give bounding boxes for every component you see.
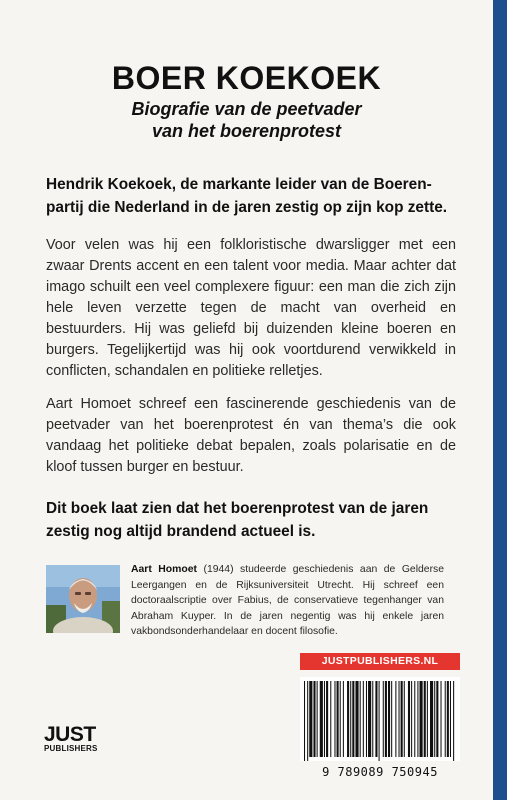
barcode-graphic <box>300 677 460 761</box>
barcode-bar <box>414 681 415 757</box>
barcode-bar <box>363 681 364 757</box>
barcode-bar <box>375 681 377 757</box>
barcode-bar <box>395 681 396 757</box>
barcode-bar <box>383 681 384 757</box>
barcode-bar <box>337 681 339 757</box>
barcode-bar <box>445 681 446 757</box>
barcode-bar <box>441 681 442 757</box>
barcode-bar <box>436 681 438 757</box>
barcode-bar <box>330 681 331 757</box>
barcode-bar <box>434 681 435 757</box>
barcode-bar <box>401 681 403 757</box>
barcode-bar <box>355 681 358 757</box>
closing-statement: Dit boek laat zien dat het boerenprotest van de jaren zestig nog altijd brandend actueel is. <box>46 500 429 540</box>
barcode-bar <box>368 681 371 757</box>
barcode-bar <box>304 681 305 761</box>
barcode-bar <box>420 681 423 757</box>
publisher-logo <box>44 725 104 757</box>
body-paragraph-1: Voor velen was hij een folkloristische dwarsligger met een zwaar Drents accent en een talent voor media. Maar achter dat imago schuilt een veel complexere figuur: een man die zich zijn hele leven verzette tegen de macht van overheid en bestuurders. Hij was geliefd bij duizenden kleine boeren en burgers. Tegelijkertijd was hij ook voortdurend verwikkeld in conflicten, schandalen en politieke relletjes. <box>46 237 456 379</box>
barcode-bar <box>309 681 312 757</box>
publisher-logo-publishers: PUBLISHERS <box>44 744 98 753</box>
barcode-bar <box>427 681 428 757</box>
barcode-bar <box>350 681 351 757</box>
barcode-bar <box>360 681 361 757</box>
barcode-bar <box>430 681 433 757</box>
barcode-bar <box>424 681 426 757</box>
subtitle-line-1: Biografie van de peetvader <box>131 99 362 119</box>
barcode-bar <box>366 681 367 757</box>
author-name: Aart Homoet <box>131 564 197 575</box>
body-paragraph-2: Aart Homoet schreef een fascinerende geschiedenis van de peetvader van het boerenprotest én van thema’s die ook vandaag het politieke debat bepalen, zoals polarisatie en de kloof tussen burger en bestuur. <box>46 396 456 475</box>
publisher-logo-just: JUST <box>44 723 96 746</box>
barcode-bar <box>326 681 328 757</box>
publisher-url-badge: JUSTPUBLISHERS.NL <box>300 653 460 670</box>
lead-paragraph: Hendrik Koekoek, de markante leider van de Boerenpartij die Nederland in de jaren zestig op zijn kop zette. <box>46 176 448 216</box>
barcode-bar <box>352 681 354 757</box>
barcode-bar <box>313 681 315 757</box>
barcode-bar <box>307 681 308 761</box>
book-subtitle <box>0 98 493 142</box>
barcode-bar <box>324 681 325 757</box>
barcode-bar <box>404 681 405 757</box>
barcode-bar <box>453 681 454 761</box>
barcode-bar <box>388 681 390 757</box>
barcode-bar <box>417 681 418 757</box>
barcode-bar <box>411 681 412 757</box>
barcode-bar <box>447 681 449 757</box>
book-title: BOER KOEKOEK <box>111 60 382 96</box>
isbn-barcode <box>300 677 460 761</box>
barcode-bar <box>340 681 341 757</box>
spine-stripe <box>493 0 507 800</box>
barcode-bar <box>391 681 392 757</box>
barcode-bar <box>408 681 410 757</box>
barcode-bar <box>343 681 344 757</box>
barcode-bar <box>385 681 387 757</box>
barcode-bar <box>379 681 380 761</box>
barcode-bar <box>347 681 349 757</box>
author-bio <box>131 562 444 640</box>
author-bio-text: (1944) studeerde geschiedenis aan de Gelderse Leergangen en de Rijksuniversiteit Utrecht. Hij schreef een doctoraalscriptie over Fabius, de conservatieve tegenhanger van Abraham Kuyper. In de jaren negentig was hij enkele jaren vakbondsonderhandelaar en docent filosofie. <box>131 564 445 637</box>
barcode-bar <box>317 681 318 757</box>
author-portrait-image <box>46 565 120 633</box>
barcode-bar <box>399 681 400 757</box>
isbn-number: 9 789089 750945 <box>322 765 438 779</box>
author-photo <box>46 565 120 633</box>
barcode-bar <box>334 681 335 757</box>
subtitle-line-2: van het boerenprotest <box>151 121 342 141</box>
barcode-bar <box>320 681 323 757</box>
barcode-bar <box>450 681 451 757</box>
barcode-bar <box>372 681 373 757</box>
